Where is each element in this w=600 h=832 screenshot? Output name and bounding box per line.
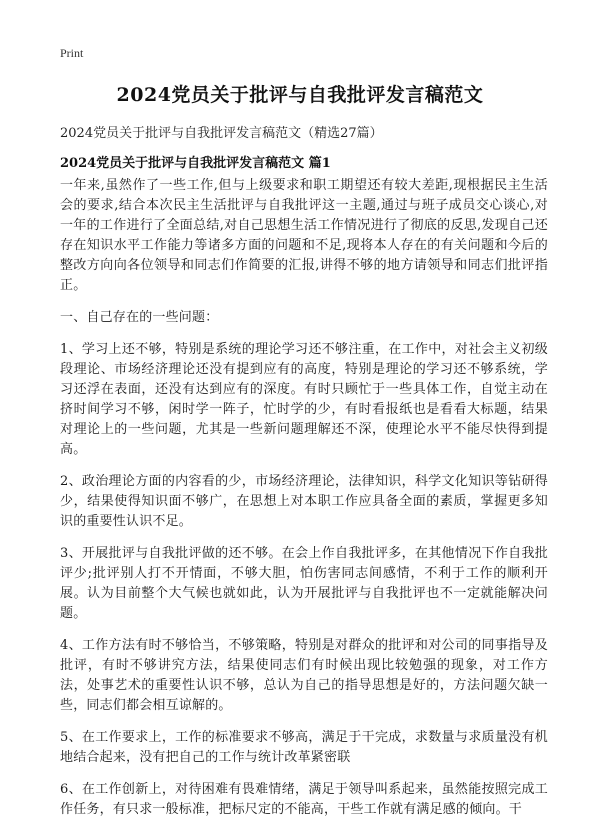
paragraph-problems-heading: 一、自己存在的一些问题：	[60, 310, 219, 325]
paragraph-item-5: 5、在工作要求上，工作的标准要求不够高，满足于干完成，求数量与求质量没有机地结合起来，没有把自己的工作与统计改革紧密联	[60, 730, 548, 765]
paragraph-item-3: 3、开展批评与自我批评做的还不够。在会上作自我批评多，在其他情况下作自我批评少;批评别人打不开情面，不够大胆，怕伤害同志间感情，不利于工作的顺利开展。认为目前整个大气候也就如此，认为开展批评与自我批评也不一定就能解决问题。	[60, 546, 548, 621]
paragraph-item-6: 6、在工作创新上，对待困难有畏难情绪，满足于领导叫系起来，虽然能按照完成工作任务，有只求一般标准，把标尺定的不能高，干些工作就有满足感的倾向。干	[60, 782, 548, 817]
print-link[interactable]: Print	[60, 46, 84, 60]
paragraph-intro: 一年来,虽然作了一些工作,但与上级要求和职工期望还有较大差距,现根据民主生活会的要求,结合本次民主生活批评与自我批评这一主题,通过与班子成员交心谈心,对一年的工作进行了全面总结,对自己思想生活工作情况进行了彻底的反思,发现自己还存在知识水平工作能力等诸多方面的问题和不足,现将本人存在的有关问题和今后的整改方向向各位领导和同志们作简要的汇报,讲得不够的地方请领导和同志们批评指正。	[60, 178, 548, 293]
paragraph-item-1: 1、学习上还不够，特别是系统的理论学习还不够注重，在工作中，对社会主义初级段理论、市场经济理论还没有提到应有的高度，特别是理论的学习还不够系统，学习还浮在表面，还没有达到应有的深度。有时只顾忙于一些具体工作，自觉主动在挤时间学习不够，闲时学一阵子，忙时学的少，有时看报纸也是看看大标题，结果对理论上的一些问题，尤其是一些新问题理解还不深，使理论水平不能尽快得到提高。	[60, 342, 548, 457]
document-title: 2024党员关于批评与自我批评发言稿范文	[116, 84, 484, 106]
paragraph-item-2: 2、政治理论方面的内容看的少，市场经济理论，法律知识，科学文化知识等钻研得少，结果使得知识面不够广，在思想上对本职工作应具备全面的素质，掌握更多知识的重要性认识不足。	[60, 474, 548, 529]
section-heading: 2024党员关于批评与自我批评发言稿范文 篇1	[60, 156, 331, 171]
paragraph-item-4: 4、工作方法有时不够恰当，不够策略，特别是对群众的批评和对公司的同事指导及批评，有时不够讲究方法，结果使同志们有时候出现比较勉强的现象，对工作方法，处事艺术的重要性认识不够，总认为自己的指导思想是好的，方法问题欠缺一些，同志们都会相互谅解的。	[60, 638, 548, 713]
document-subtitle: 2024党员关于批评与自我批评发言稿范文（精选27篇）	[60, 126, 383, 141]
document-body	[60, 176, 548, 832]
